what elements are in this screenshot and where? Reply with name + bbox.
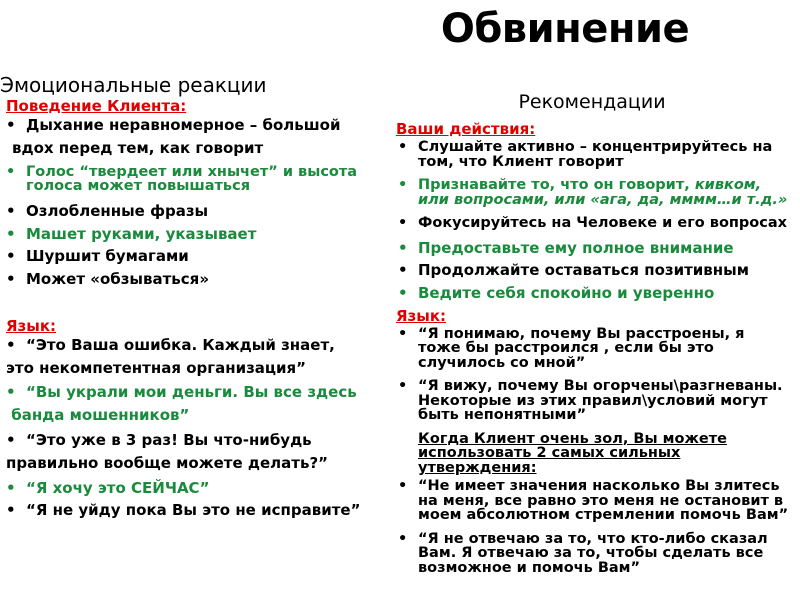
behavior-item: • Шуршит бумагами [6,247,189,266]
language-item: • “Я хочу это СЕЙЧАС” [6,478,210,497]
behavior-item: • Голос “твердеет или хнычет” и высота голоса может повышаться [6,163,358,195]
behavior-item: • Дыхание неравномерное – большой [6,116,341,135]
language-item-continuation: это некомпетентная организация” [6,358,307,377]
action-item: • Предоставьте ему полное внимание [398,238,734,257]
language-item: • “Я понимаю, почему Вы расстроены, я тоже бы расстроился , если бы это случилось со мной” [398,325,745,371]
recommendations-column [392,92,792,584]
behavior-item-continuation: вдох перед тем, как говорит [12,138,264,157]
strong-statement-item: • “Не имеет значения насколько Вы злитесь на меня, все равно это меня не остановит в моем абсолютном стремлении помочь Вам” [398,478,789,524]
emotional-reactions-column [0,74,395,525]
strong-statement-item: • “Я не отвечаю за то, что кто-либо сказал Вам. Я отвечаю за то, чтобы сделать все возможное и помочь Вам” [398,530,768,576]
language-item: • “Я вижу, почему Вы огорчены\разгневаны. Некоторые из этих правил\условий могут быть непонятными” [398,378,783,424]
language-item-continuation: банда мошенников” [6,406,190,425]
language-item: • “Я не уйду пока Вы это не исправите” [6,501,361,520]
language-item: • “Это уже в 3 раз! Вы что-нибудь [6,430,312,449]
behavior-item: • Может «обзываться» [6,270,210,289]
action-item: • Фокусируйтесь на Человеке и его вопросах [398,215,788,232]
action-item: • Продолжайте оставаться позитивным [398,261,749,280]
strong-statements-note: Когда Клиент очень зол, Вы можете использовать 2 самых сильных утверждения: [418,430,727,476]
behavior-item: • Озлобленные фразы [6,201,209,220]
action-item: • Ведите себя спокойно и уверенно [398,284,715,303]
recommendations-heading: Рекомендации [518,91,666,113]
left-language-label: Язык: [6,316,57,335]
client-behavior-label: Поведение Клиента: [6,97,187,116]
language-item: • “Вы украли мои деньги. Вы все здесь [6,383,357,402]
slide-title: Обвинение [440,6,690,52]
emotional-reactions-heading: Эмоциональные реакции [0,73,267,97]
action-item: • Слушайте активно – концентрируйтесь на том, что Клиент говорит [398,139,773,170]
action-item: • Признавайте то, что он говорит, кивком, или вопросами, или «ага, да, мммм…и т.д.» [398,177,788,208]
your-actions-label: Ваши действия: [396,120,536,139]
right-language-label: Язык: [396,306,447,325]
language-item-continuation: правильно вообще можете делать?” [6,453,329,472]
language-item: • “Это Ваша ошибка. Каждый знает, [6,335,335,354]
behavior-item: • Машет руками, указывает [6,224,257,243]
